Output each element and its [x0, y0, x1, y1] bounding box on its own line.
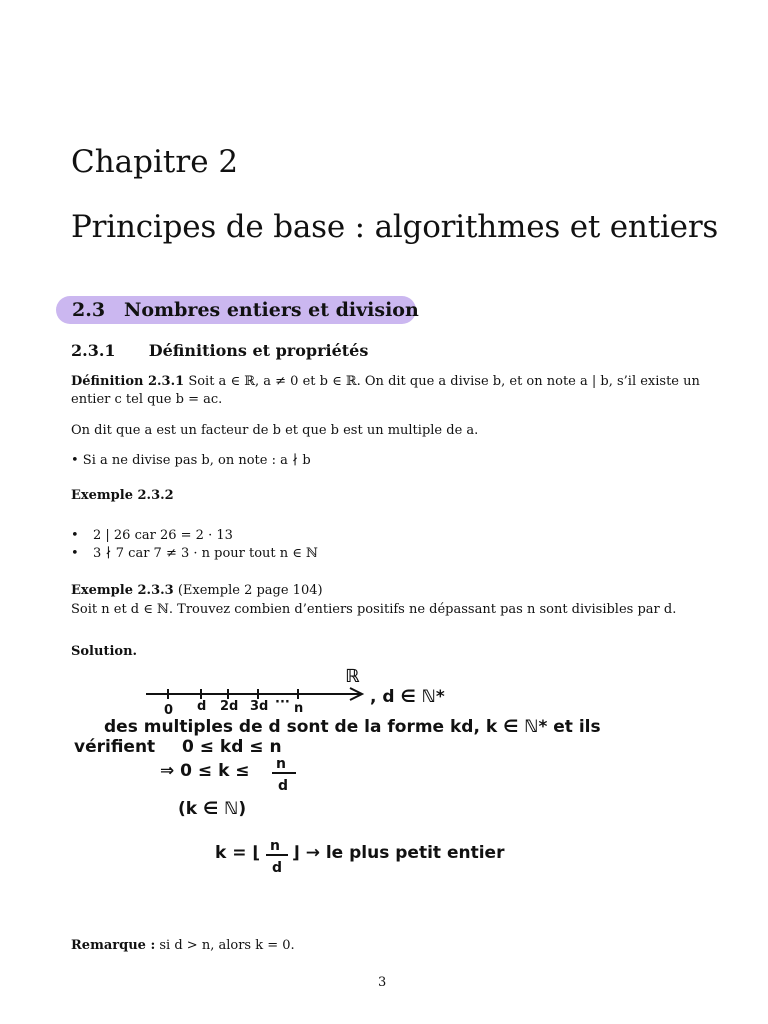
example-1-title: Exemple 2.3.2	[71, 488, 174, 503]
example-1-list	[71, 527, 318, 563]
tick-label: d	[197, 699, 207, 714]
list-item: • 3 ∤ 7 car 7 ≠ 3 · n pour tout n ∈ ℕ	[71, 546, 318, 561]
definition-label: Définition 2.3.1	[71, 374, 185, 389]
remark	[71, 937, 295, 955]
handwritten-solution	[70, 662, 690, 892]
tick-label: 3d	[250, 699, 269, 714]
fraction-numerator: n	[276, 756, 286, 772]
section-number: 2.3	[72, 299, 106, 321]
axis-label: ℝ	[345, 666, 360, 687]
handwriting-line-2b: 0 ≤ kd ≤ n	[182, 737, 282, 757]
remark-label: Remarque :	[71, 938, 156, 953]
definition-line-1	[71, 373, 700, 391]
subsection-title: Définitions et propriétés	[148, 341, 369, 360]
handwriting-line-3: ⇒ 0 ≤ k ≤	[160, 761, 250, 781]
example-2-ref: (Exemple 2 page 104)	[177, 583, 323, 598]
fraction-numerator: n	[270, 838, 280, 854]
factor-paragraph: On dit que a est un facteur de b et que b est un multiple de a.	[71, 423, 479, 438]
example-2-text: Soit n et d ∈ ℕ. Trouvez combien d’entiers positifs ne dépassant pas n sont divisibles par d.	[71, 602, 677, 617]
handwriting-line-4: (k ∈ ℕ)	[178, 799, 247, 819]
condition-text: , d ∈ ℕ*	[370, 687, 445, 707]
subsection-number: 2.3.1	[71, 341, 116, 360]
page-number: 3	[378, 975, 387, 990]
fraction-denominator: d	[278, 778, 289, 794]
section-title: Nombres entiers et division	[124, 299, 419, 321]
chapter-title: Principes de base : algorithmes et entiers	[71, 209, 719, 245]
handwriting-line-2a: vérifient	[74, 737, 156, 757]
fraction-denominator: d	[272, 860, 283, 876]
subsection-heading	[71, 340, 368, 362]
handwriting-line-5-end: ⌋ → le plus petit entier	[292, 843, 505, 863]
example-2-title: Exemple 2.3.3	[71, 583, 174, 598]
solution-label: Solution.	[71, 644, 138, 659]
remark-text: si d > n, alors k = 0.	[159, 938, 295, 953]
definition-line-2: entier c tel que b = ac.	[71, 392, 223, 407]
handwriting-line-1: des multiples de d sont de la forme kd, k ∈ ℕ* et ils	[104, 717, 601, 737]
tick-label: ···	[275, 695, 290, 710]
example-2-heading	[71, 582, 323, 600]
list-item: • 2 | 26 car 26 = 2 · 13	[71, 528, 233, 543]
definition-text-1: Soit a ∈ ℝ, a ≠ 0 et b ∈ ℝ. On dit que a divise b, et on note a | b, s’il existe un	[188, 374, 700, 389]
tick-label: 2d	[220, 699, 239, 714]
not-divide-paragraph: • Si a ne divise pas b, on note : a ∤ b	[71, 453, 311, 468]
chapter-label: Chapitre 2	[71, 144, 239, 180]
tick-label: 0	[164, 703, 174, 718]
tick-label: n	[294, 701, 304, 716]
handwriting-line-5: k = ⌊	[215, 843, 261, 863]
